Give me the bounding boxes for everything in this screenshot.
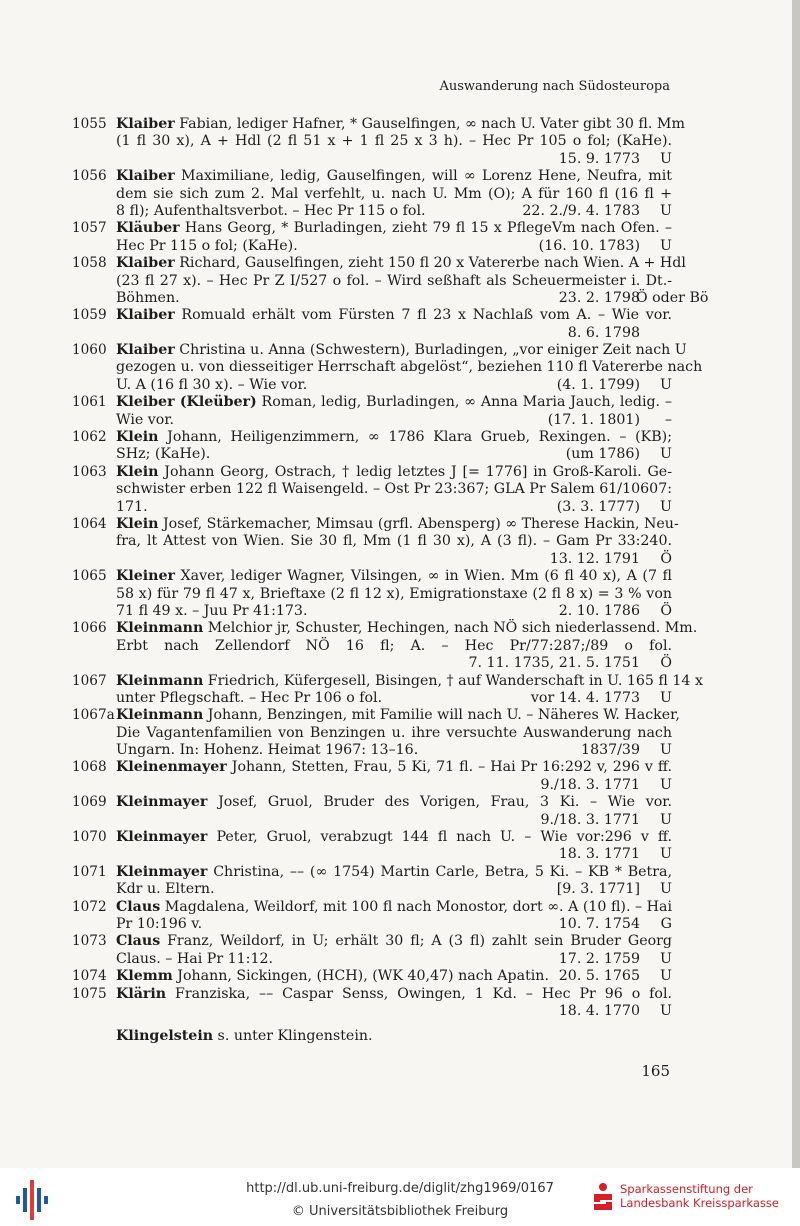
entry-text	[116, 533, 672, 549]
entry-text	[116, 481, 672, 497]
description: 58 x) für 79 fl 47 x, Brieftaxe (2 fl 12 x), Emigrationstaxe (2 fl 8 x) = 3 % von	[116, 585, 672, 602]
description: Josef, Gruol, Bruder des Vorigen, Frau, 3 Ki. – Wie vor.	[207, 794, 672, 811]
description: fra, lt Attest von Wien. Sie 30 fl, Mm (1 fl 30 x), A (3 fl). – Gam Pr 33:240.	[116, 533, 672, 550]
entry-line	[68, 620, 698, 637]
destination-code: U	[660, 376, 672, 393]
entry-text	[116, 220, 672, 236]
entry-line	[68, 690, 672, 707]
entry-text	[116, 203, 426, 219]
description: Melchior jr, Schuster, Hechingen, nach NÖ sich niederlassend. Mm.	[203, 620, 698, 637]
destination-code: U	[660, 446, 672, 463]
destination-code: U	[660, 498, 672, 515]
entry-text	[116, 638, 672, 654]
destination-code: U	[660, 968, 672, 985]
entry-date: 2. 10. 1786	[558, 602, 640, 619]
destination-code: U	[660, 881, 672, 898]
entry	[68, 515, 679, 568]
description: Claus. – Hai Pr 11:12.	[116, 950, 274, 967]
entry-number: 1064	[72, 515, 107, 532]
surname: Klein	[116, 463, 159, 480]
entry-text	[116, 707, 680, 723]
entry-number: 1061	[72, 394, 107, 411]
surname: Klingelstein	[116, 1028, 214, 1045]
destination-code: U	[660, 846, 672, 863]
entry-text	[116, 829, 672, 845]
entry-date-line	[68, 846, 672, 863]
entry	[68, 307, 672, 342]
description: Erbt nach Zellendorf NÖ 16 fl; A. – Hec Pr/77:287;/89 o fol.	[116, 637, 672, 654]
entry-text	[116, 290, 180, 306]
surname: Klein	[116, 429, 159, 446]
entry-text	[116, 186, 672, 202]
surname: Claus	[116, 898, 161, 915]
description: Ungarn. In: Hohenz. Heimat 1967: 13–16.	[116, 742, 419, 759]
destination-code: U	[660, 1002, 672, 1019]
description: Franziska, –– Caspar Senss, Owingen, 1 Kd. – Hec Pr 96 o fol.	[166, 985, 672, 1002]
destination-code: Ö oder Bö	[636, 289, 709, 306]
description: gezogen u. von diesseitiger Herrschaft abgelöst“, beziehen 110 fl Vatererbe nach	[116, 359, 703, 376]
description: Christina, –– (∞ 1754) Martin Carle, Betra, 5 Ki. – KB * Betra,	[207, 863, 672, 880]
description: Friedrich, Küfergesell, Bisingen, † auf Wanderschaft in U. 165 fl 14 x	[203, 672, 703, 689]
entry-number: 1070	[72, 829, 107, 846]
entry-text	[116, 986, 672, 1002]
entry-line	[68, 255, 686, 272]
source-url[interactable]: http://dl.ub.uni-freiburg.de/diglit/zhg1969/0167	[246, 1181, 554, 1196]
destination-code: U	[660, 689, 672, 706]
entry-text	[116, 899, 672, 915]
entry-line	[68, 481, 672, 498]
entry-date: (4. 1. 1799)	[556, 376, 640, 393]
entry-line	[68, 168, 672, 185]
surname: Klaiber	[116, 255, 175, 272]
description: Johann, Heiligenzimmern, ∞ 1786 Klara Grueb, Rexingen. – (KB);	[158, 429, 672, 446]
entry-line	[68, 133, 672, 150]
sponsor-line-1: Sparkassenstiftung der	[620, 1182, 753, 1196]
footer	[0, 1168, 800, 1226]
entry-text	[116, 951, 273, 967]
sponsor-logo	[592, 1182, 792, 1218]
destination-code: U	[660, 950, 672, 967]
entry-line	[68, 307, 672, 324]
description: Wie vor.	[116, 411, 175, 428]
entry-date: 15. 9. 1773	[558, 150, 640, 167]
entry-text	[116, 864, 672, 880]
entry-text	[116, 168, 672, 184]
entry-line	[68, 725, 672, 742]
description: Magdalena, Weildorf, mit 100 fl nach Monostor, dort ∞. A (10 fl). – Hai	[160, 898, 672, 915]
entry-number: 1055	[72, 116, 107, 132]
entry	[68, 986, 672, 1021]
entry-date: 7. 11. 1735, 21. 5. 1751	[468, 655, 640, 672]
copyright: © Universitätsbibliothek Freiburg	[291, 1204, 509, 1219]
entry-number: 1065	[72, 568, 107, 585]
entry	[68, 759, 672, 794]
entry-line	[68, 707, 680, 724]
destination-code: G	[660, 915, 672, 932]
entry-number: 1056	[72, 168, 107, 185]
entry	[68, 968, 672, 985]
entry-number: 1059	[72, 307, 107, 324]
entry-number: 1073	[72, 933, 107, 950]
description: Christina u. Anna (Schwestern), Burladingen, „vor einiger Zeit nach U	[174, 342, 687, 359]
entry-line	[68, 533, 672, 550]
entry-text	[116, 968, 549, 984]
entry-text	[116, 133, 672, 149]
entry	[68, 899, 672, 934]
surname: Kleinmann	[116, 620, 204, 637]
entry-line	[68, 794, 672, 811]
entry-date: (16. 10. 1783)	[538, 237, 640, 254]
description: Maximiliane, ledig, Gauselfingen, will ∞ Lorenz Hene, Neufra, mit	[174, 168, 672, 185]
entry-text	[116, 690, 382, 706]
entry-line	[68, 864, 672, 881]
entry-date: 20. 5. 1765	[558, 968, 640, 985]
description: Kdr u. Eltern.	[116, 881, 215, 898]
entry	[68, 116, 685, 168]
surname: Kleinmayer	[116, 829, 208, 846]
description: (1 fl 30 x), A + Hdl (2 fl 51 x + 1 fl 25 x 3 h). – Hec Pr 105 o fol; (KaHe).	[116, 133, 672, 150]
description: schwister erben 122 fl Waisengeld. – Ost Pr 23:367; GLA Pr Salem 61/10607:	[116, 481, 672, 498]
entry-text	[116, 881, 215, 897]
description: Johann Georg, Ostrach, † ledig letztes J [= 1776] in Groß-Karoli. Ge-	[158, 463, 672, 480]
entry-date-line	[68, 1003, 672, 1020]
entry-line	[68, 759, 672, 776]
description: dem sie sich zum 2. Mal verfehlt, u. nach U. Mm (O); A für 160 fl (16 fl +	[116, 185, 672, 202]
entry-line	[68, 116, 685, 133]
description: Romuald erhält vom Fürsten 7 fl 23 x Nachlaß vom A. – Wie vor.	[174, 307, 672, 324]
entry-line	[68, 220, 672, 237]
entry-date: 22. 2./9. 4. 1783	[522, 202, 640, 219]
entry-line	[68, 933, 672, 950]
entry-date: 10. 7. 1754	[558, 915, 640, 932]
entry-text	[116, 499, 148, 515]
entry-text	[116, 394, 672, 410]
entry-date: 9./18. 3. 1771	[540, 811, 640, 828]
description: Böhmen.	[116, 289, 180, 306]
entry	[68, 794, 672, 829]
surname: Klärin	[116, 985, 167, 1002]
surname: Kleinmann	[116, 672, 204, 689]
entry-text	[116, 446, 210, 462]
entry-line	[68, 394, 672, 411]
entry-line	[68, 412, 672, 429]
entry	[68, 620, 698, 672]
entry	[68, 394, 672, 429]
entry	[68, 829, 672, 864]
destination-code: U	[660, 742, 672, 759]
entry-line	[68, 742, 672, 759]
entry-text	[116, 412, 174, 428]
description: Fabian, lediger Hafner, * Gauselfingen, ∞ nach U. Vater gibt 30 fl. Mm	[174, 116, 685, 132]
entry-line	[68, 289, 709, 307]
entry-text	[116, 273, 672, 289]
entry-text	[116, 586, 672, 602]
entry	[68, 672, 703, 708]
description: Die Vagantenfamilien von Benzingen u. ihre versuchte Auswanderung nach	[116, 724, 672, 741]
description: Josef, Stärkemacher, Mimsau (grfl. Abensperg) ∞ Therese Hackin, Neu-	[158, 515, 679, 532]
entry-list	[68, 116, 709, 1046]
entry-number: 1058	[72, 255, 107, 272]
description: Xaver, lediger Wagner, Vilsingen, ∞ in Wien. Mm (6 fl 40 x), A (7 fl	[174, 568, 672, 585]
entry-text	[116, 307, 672, 323]
entry-text	[116, 568, 672, 584]
destination-code: U	[660, 776, 672, 793]
destination-code: Ö	[660, 550, 672, 567]
entry-text	[116, 255, 686, 271]
entry-date: (3. 3. 1777)	[556, 498, 640, 515]
entry-line	[68, 672, 703, 690]
entry	[68, 707, 680, 759]
description: 71 fl 49 x. – Juu Pr 41:173.	[116, 602, 308, 619]
entry	[68, 168, 672, 220]
description: Hans Georg, * Burladingen, zieht 79 fl 15 x PflegeVm nach Ofen. –	[179, 220, 672, 237]
entry	[68, 429, 672, 464]
description: U. A (16 fl 30 x). – Wie vor.	[116, 376, 308, 393]
description: Johann, Stetten, Frau, 5 Ki, 71 fl. – Hai Pr 16:292 v, 296 v ff.	[226, 759, 672, 776]
entry-line	[68, 638, 672, 655]
entry-line	[68, 881, 672, 898]
entry-text	[116, 429, 672, 445]
entry-number: 1066	[72, 620, 107, 637]
entry-line	[68, 238, 672, 255]
entry-text	[116, 725, 672, 741]
destination-code: Ö	[660, 602, 672, 619]
entry-line	[68, 186, 672, 203]
destination-code: U	[660, 811, 672, 828]
entry-date: 18. 4. 1770	[558, 1002, 640, 1019]
description: (23 fl 27 x). – Hec Pr Z I/527 o fol. – Wird seßhaft als Scheuermeister i. Dt.-	[116, 272, 672, 289]
destination-code: U	[660, 237, 672, 254]
entry-line	[68, 203, 672, 220]
surname: Klaiber	[116, 116, 175, 132]
entry-number: 1068	[72, 759, 107, 776]
entry-date: 1837/39	[581, 742, 640, 759]
surname: Klaiber	[116, 168, 175, 185]
entry-number: 1067	[72, 672, 107, 689]
entry-line	[68, 916, 672, 933]
entry-number: 1063	[72, 463, 107, 480]
entry	[68, 342, 703, 394]
sparkasse-s-icon	[592, 1182, 614, 1212]
entry-text	[116, 742, 418, 758]
entry-text	[116, 603, 307, 619]
entry-line	[68, 359, 703, 376]
entry-date-line	[68, 551, 672, 568]
entry-number: 1062	[72, 429, 107, 446]
entry-line	[68, 586, 672, 603]
running-title: Auswanderung nach Südosteuropa	[439, 79, 670, 94]
entry-date: [9. 3. 1771]	[556, 881, 640, 898]
entry-number: 1071	[72, 863, 107, 880]
entry-line	[68, 499, 672, 516]
description: Johann, Sickingen, (HCH), (WK 40,47) nach Apatin.	[172, 968, 549, 985]
entry-line	[68, 899, 672, 916]
entry-line	[68, 568, 672, 585]
entry-date: 23. 2. 1798	[558, 289, 640, 306]
entry-text	[116, 516, 679, 532]
description: Hec Pr 115 o fol; (KaHe).	[116, 237, 298, 254]
entry-text	[116, 916, 202, 932]
entry-text	[116, 377, 307, 393]
description: SHz; (KaHe).	[116, 446, 211, 463]
surname: Kleiner	[116, 568, 175, 585]
entry-number: 1060	[72, 342, 107, 359]
surname: Kläuber	[116, 220, 180, 237]
description: Pr 10:196 v.	[116, 915, 203, 932]
entry	[68, 255, 709, 307]
surname: Claus	[116, 933, 161, 950]
sponsor-line-2: Landesbank Kreissparkasse	[620, 1196, 779, 1210]
entry-text	[116, 116, 685, 132]
entry-date-line	[68, 151, 672, 168]
entry-text	[116, 794, 672, 810]
surname: Kleinmann	[116, 707, 204, 724]
description: Franz, Weildorf, in U; erhält 30 fl; A (3 fl) zahlt sein Bruder Georg	[160, 933, 672, 950]
entry-date: 8. 6. 1798	[567, 324, 640, 341]
entry-number: 1069	[72, 794, 107, 811]
cross-reference	[68, 1028, 672, 1045]
entry-line	[68, 429, 672, 446]
entry	[68, 568, 672, 620]
surname: Kleinmayer	[116, 863, 208, 880]
description: Peter, Gruol, verabzugt 144 fl nach U. – Wie vor:296 v ff.	[207, 829, 672, 846]
entry-date-line	[68, 655, 672, 672]
page-edge	[792, 0, 800, 1168]
entry-date: 17. 2. 1759	[558, 950, 640, 967]
entry-text	[116, 673, 703, 689]
description: Richard, Gauselfingen, zieht 150 fl 20 x Vatererbe nach Wien. A + Hdl	[174, 255, 686, 272]
entry-date-line	[68, 325, 672, 342]
entry-text	[116, 238, 298, 254]
destination-code: –	[664, 411, 672, 428]
entry	[68, 933, 672, 968]
destination-code: U	[660, 202, 672, 219]
entry-text	[116, 933, 672, 949]
entry-date: (17. 1. 1801)	[547, 411, 640, 428]
destination-code: U	[660, 150, 672, 167]
entry-line	[68, 273, 672, 290]
entry	[68, 464, 672, 516]
entry-text	[116, 620, 697, 636]
description: Johann, Benzingen, mit Familie will nach U. – Näheres W. Hacker,	[203, 707, 680, 724]
surname: Kleiber (Kleüber)	[116, 394, 257, 411]
entry-line	[68, 342, 687, 359]
description: 171.	[116, 498, 148, 515]
entry-line	[68, 951, 672, 968]
entry-line	[68, 986, 672, 1003]
description: Roman, ledig, Burladingen, ∞ Anna Maria Jauch, ledig. –	[256, 394, 672, 411]
description: s. unter Klingenstein.	[213, 1028, 373, 1045]
surname: Kleinmayer	[116, 794, 208, 811]
entry-line	[68, 446, 672, 463]
entry-date-line	[68, 777, 672, 794]
entry-number: 1067a	[72, 707, 115, 724]
entry-date-line	[68, 812, 672, 829]
entry-line	[68, 829, 672, 846]
surname: Klaiber	[116, 307, 175, 324]
entry-number: 1072	[72, 898, 107, 915]
entry-text	[116, 464, 672, 480]
entry-date: (um 1786)	[565, 446, 640, 463]
surname: Kleinenmayer	[116, 759, 227, 776]
surname: Klein	[116, 515, 159, 532]
entry-date: 9./18. 3. 1771	[540, 776, 640, 793]
entry-date: vor 14. 4. 1773	[530, 689, 640, 706]
destination-code: Ö	[660, 655, 672, 672]
entry-line	[68, 464, 672, 481]
entry-line	[68, 377, 672, 394]
entry	[68, 220, 672, 255]
entry-number: 1074	[72, 968, 107, 985]
surname: Klaiber	[116, 342, 175, 359]
page-number: 165	[641, 1062, 670, 1080]
entry-number: 1075	[72, 985, 107, 1002]
entry-number: 1057	[72, 220, 107, 237]
entry-text	[116, 342, 687, 358]
entry-date: 13. 12. 1791	[549, 550, 640, 567]
entry	[68, 864, 672, 899]
entry-line	[68, 515, 679, 533]
entry-text	[116, 759, 672, 775]
surname: Klemm	[116, 968, 173, 985]
entry-text	[116, 359, 702, 375]
entry-line	[68, 603, 672, 620]
description: 8 fl); Aufenthaltsverbot. – Hec Pr 115 o fol.	[116, 202, 426, 219]
description: unter Pflegschaft. – Hec Pr 106 o fol.	[116, 689, 383, 706]
entry-line	[68, 968, 672, 985]
entry-date: 18. 3. 1771	[558, 846, 640, 863]
